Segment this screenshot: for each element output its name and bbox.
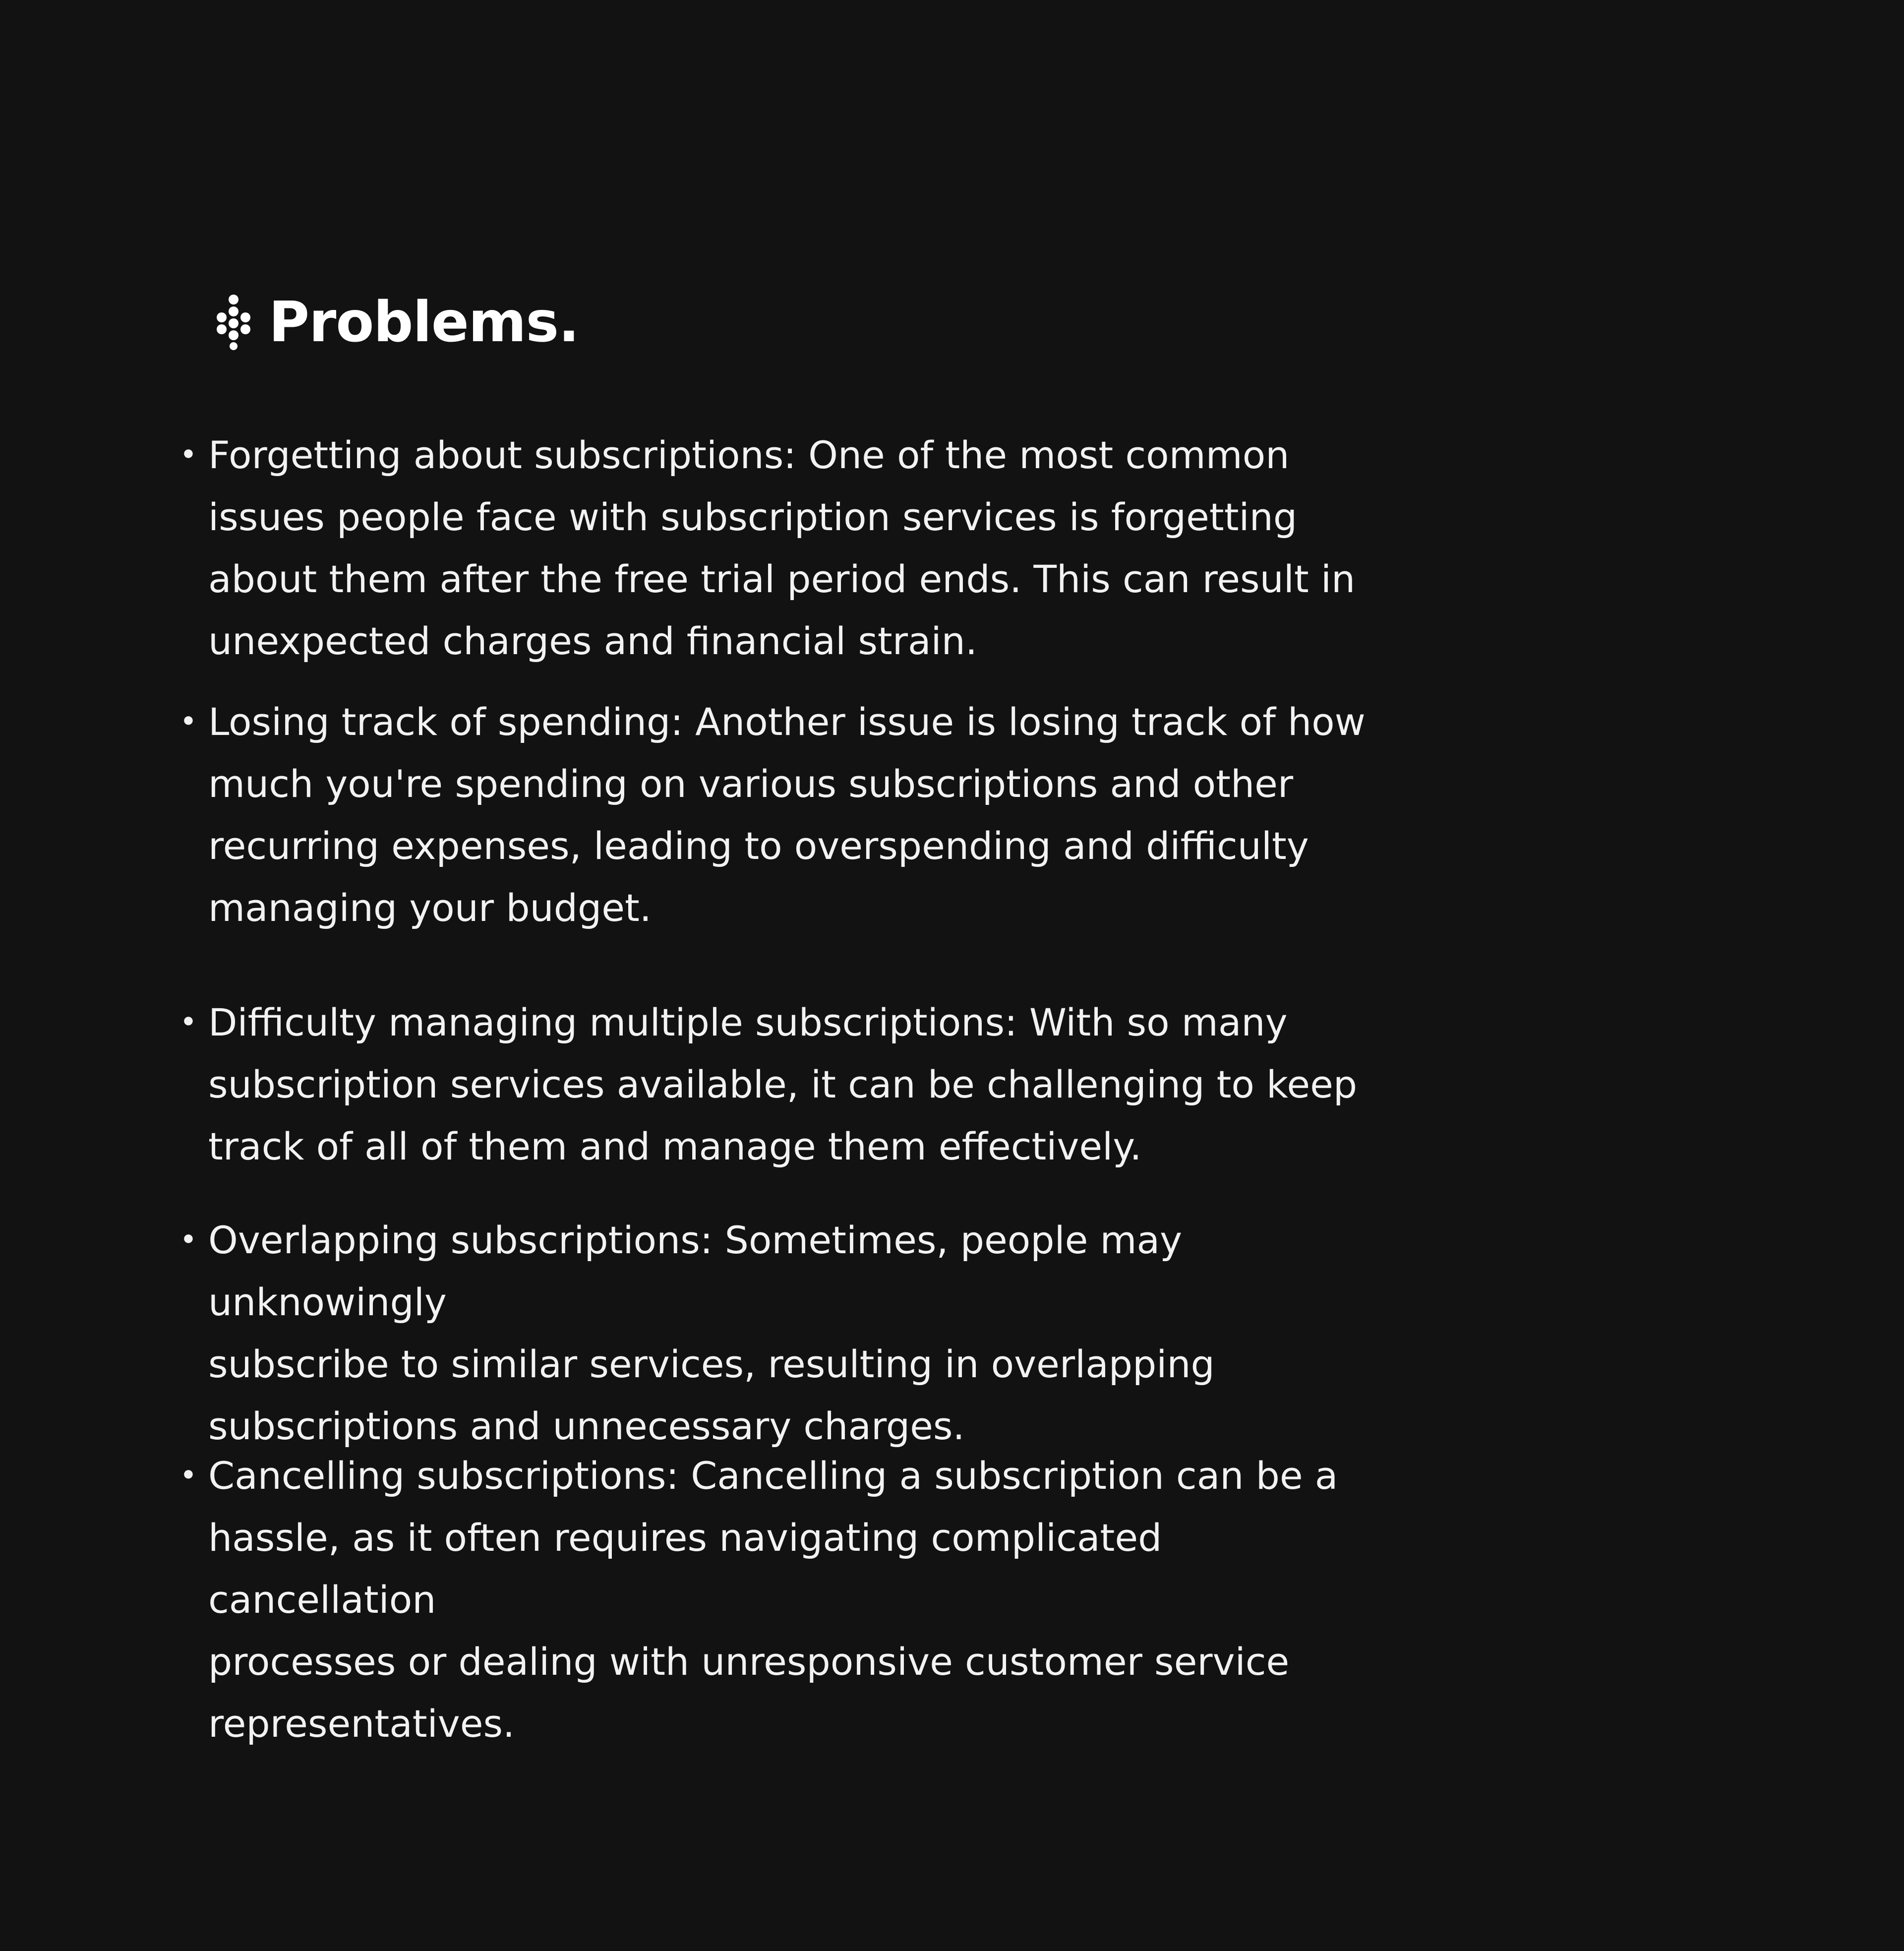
problem-text: Overlapping subscriptions: Sometimes, people may unknowingly subscribe to similar services, resulting in overlapping subscriptions and unnecessary charges. — [208, 1218, 1215, 1448]
bullet-icon: • — [179, 1222, 197, 1257]
list-item — [169, 691, 1408, 939]
list-item — [169, 991, 1408, 1177]
bullet-icon: • — [179, 704, 197, 739]
problem-text: Forgetting about subscriptions: One of the most common issues people face with subscription services is forgetting about them after the free trial period ends. This can result in unexpected charges and financial strain. — [208, 433, 1356, 663]
bullet-icon: • — [179, 1458, 197, 1493]
list-item — [169, 1209, 1408, 1457]
bullet-icon: • — [179, 1005, 197, 1039]
list-item — [169, 1445, 1408, 1755]
problem-text: Cancelling subscriptions: Cancelling a subscription can be a hassle, as it often requires navigating complicated cancellation processes or dealing with unresponsive customer service representatives. — [208, 1454, 1338, 1746]
problem-text: Losing track of spending: Another issue is losing track of how much you're spending on various subscriptions and other recurring expenses, leading to overspending and difficulty managing your budget. — [208, 700, 1366, 930]
page-title: Problems. — [269, 290, 579, 355]
problem-text: Difficulty managing multiple subscriptions: With so many subscription services available, it can be challenging to keep track of all of them and manage them effectively. — [208, 1000, 1358, 1168]
list-item — [169, 424, 1408, 672]
bullet-icon: • — [179, 437, 197, 472]
